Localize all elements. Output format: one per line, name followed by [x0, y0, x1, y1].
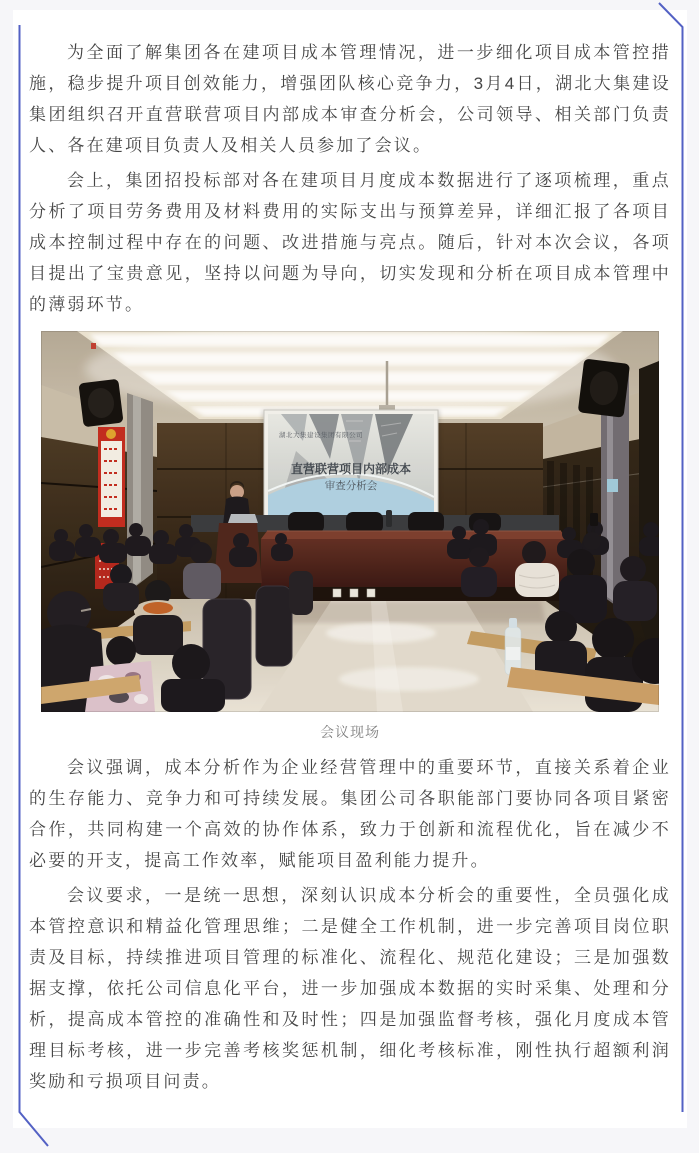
- photo-caption: 会议现场: [320, 724, 380, 740]
- slide-title-line1: 直营联营项目内部成本: [290, 462, 412, 476]
- conference-room-scene: [41, 331, 659, 712]
- meeting-photo-figure: [29, 331, 671, 742]
- meeting-photo[interactable]: [41, 331, 659, 712]
- slide-company-text: 湖北大集建设集团有限公司: [279, 432, 363, 439]
- slide-title-line2b: 审查分析会: [324, 480, 378, 492]
- article-card: [13, 10, 687, 1128]
- paragraph-2: 会上，集团招投标部对各在建项目月度成本数据进行了逐项梳理，重点分析了项目劳务费用及材料费用的实际支出与预算差异，详细汇报了各项目成本控制过程中存在的问题、改进措施与亮点。随后，针对本次会议，各项目提出了宝贵意见，坚持以问题为导向，切实发现和分析在项目成本管理中的薄弱环节。: [29, 171, 671, 314]
- paragraph-4: 会议要求，一是统一思想，深刻认识成本分析会的重要性，全员强化成本管控意识和精益化管理思维；二是健全工作机制，进一步完善项目岗位职责及目标，持续推进项目管理的标准化、流程化、规范化建设；三是加强数据支撑，依托公司信息化平台，进一步加强成本数据的实时采集、处理和分析，提高成本管控的准确性和及时性；四是加强监督考核，强化月度成本管理目标考核，进一步完善考核奖惩机制，细化考核标准，刚性执行超额利润奖励和亏损项目问责。: [29, 886, 671, 1091]
- paragraph-3: 会议强调，成本分析作为企业经营管理中的重要环节，直接关系着企业的生存能力、竞争力和可持续发展。集团公司各职能部门要协同各项目紧密合作，共同构建一个高效的协作体系，致力于创新和流程优化，旨在减少不必要的开支，提高工作效率，赋能项目盈利能力提升。: [29, 758, 671, 870]
- paragraph-1: 为全面了解集团各在建项目成本管理情况，进一步细化项目成本管控措施，稳步提升项目创效能力，增强团队核心竞争力，3月4日，湖北大集建设集团组织召开直营联营项目内部成本审查分析会，公司领导、相关部门负责人、各在建项目负责人及相关人员参加了会议。: [29, 43, 671, 155]
